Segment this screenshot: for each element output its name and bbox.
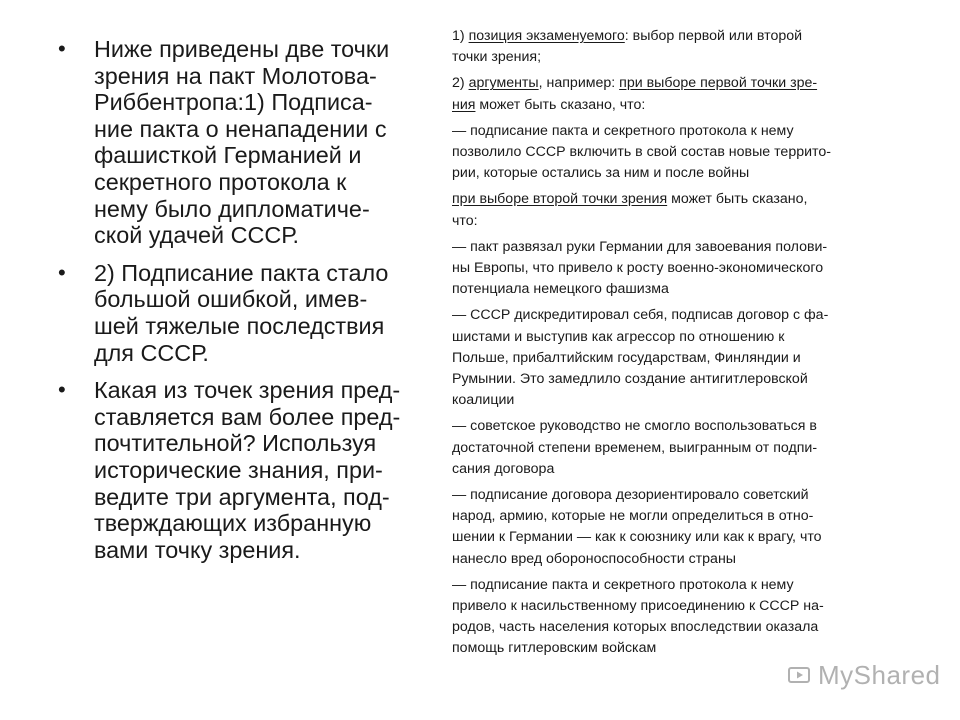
answer-line: помощь гитлеровским войскам bbox=[452, 640, 657, 657]
underlined-term: позиция экзаменуемого bbox=[468, 28, 625, 44]
answer-point-second-view bbox=[452, 189, 922, 231]
answer-line: — советское руководство не смогло воспользоваться в bbox=[452, 418, 817, 435]
answer-line: нанесло вред обороноспособности страны bbox=[452, 550, 736, 567]
answer-line: рии, которые остались за ним и после войны bbox=[452, 165, 750, 182]
slide-bullet-list bbox=[58, 36, 430, 574]
answer-line: шении к Германии — как к союзнику или как к врагу, что bbox=[452, 529, 822, 546]
bullet-text-line: Ниже приведены две точки bbox=[94, 36, 390, 62]
answer-line: точки зрения; bbox=[452, 49, 542, 66]
answer-line: Румынии. Это замедлило создание антигитлеровской bbox=[452, 371, 808, 388]
answer-line bbox=[452, 189, 922, 210]
answer-line: Польше, прибалтийским государствам, Финляндии и bbox=[452, 349, 801, 366]
answer-point-position bbox=[452, 26, 922, 68]
answer-line bbox=[452, 95, 922, 116]
answer-text: может быть сказано, что: bbox=[475, 96, 646, 113]
bullet-text-line: ние пакта о ненападении с bbox=[94, 115, 387, 142]
answer-line: ны Европы, что привело к росту военно-экономического bbox=[452, 260, 824, 277]
underlined-term: при выборе второй точки зрения bbox=[452, 191, 668, 208]
answer-line: — подписание договора дезориентировало советский bbox=[452, 487, 809, 504]
answer-line: — подписание пакта и секретного протокола к нему bbox=[452, 122, 794, 139]
bullet-text-line: тверждающих избранную bbox=[94, 510, 372, 537]
answer-line: потенциала немецкого фашизма bbox=[452, 281, 669, 298]
bullet-text-line: секретного протокола к bbox=[94, 168, 347, 195]
bullet-text-line: исторические знания, при- bbox=[94, 456, 383, 483]
underlined-term: при выборе первой точки зре- bbox=[619, 75, 818, 92]
bullet-text-line: для СССР. bbox=[94, 339, 209, 366]
bullet-marker: • bbox=[58, 259, 66, 285]
answer-line: достаточной степени временем, выигранным от подпи- bbox=[452, 439, 818, 456]
underlined-term: ния bbox=[452, 96, 476, 113]
answer-prefix: 1) bbox=[452, 28, 469, 44]
answer-text: может быть сказано, bbox=[667, 191, 808, 208]
myshared-logo-icon bbox=[786, 662, 812, 688]
bullet-item-second-view bbox=[58, 260, 430, 366]
answer-line: родов, часть населения которых впоследствии оказала bbox=[452, 619, 819, 636]
answer-text: : выбор первой или второй bbox=[624, 28, 803, 44]
answer-line: что: bbox=[452, 212, 478, 229]
bullet-text-line: почтительной? Используя bbox=[94, 430, 377, 457]
answer-line: привело к насильственному присоединению к СССР на- bbox=[452, 598, 824, 615]
bullet-text-line: фашисткой Германией и bbox=[94, 142, 362, 169]
bullet-text-line: большой ошибкой, имев- bbox=[94, 286, 368, 313]
bullet-text-line: Риббентропа:1) Подписа- bbox=[94, 89, 373, 116]
bullet-text-line: ведите три аргумента, под- bbox=[94, 483, 390, 510]
argument-first-view-territories bbox=[452, 121, 922, 185]
argument-forced-annexation bbox=[452, 575, 922, 660]
answer-line bbox=[452, 73, 922, 94]
answer-prefix: 2) bbox=[452, 75, 469, 92]
answer-line bbox=[452, 26, 922, 47]
bullet-marker: • bbox=[58, 377, 66, 403]
answer-line: сания договора bbox=[452, 460, 555, 477]
answer-line: — СССР дискредитировал себя, подписав договор с фа- bbox=[452, 307, 829, 324]
watermark-text: MyShared bbox=[818, 659, 941, 690]
bullet-text-line: ской удачей СССР. bbox=[94, 222, 299, 249]
bullet-text-line: Какая из точек зрения пред- bbox=[94, 377, 401, 404]
answer-line: позволило СССР включить в свой состав новые террито- bbox=[452, 144, 831, 161]
answer-line: народ, армию, которые не могли определиться в отно- bbox=[452, 508, 814, 525]
bullet-item-viewpoints bbox=[58, 36, 430, 249]
argument-germany-freed bbox=[452, 237, 922, 301]
bullet-text-line: нему было дипломатиче- bbox=[94, 195, 370, 222]
answer-key-panel bbox=[452, 26, 922, 665]
bullet-text-line: вами точку зрения. bbox=[94, 536, 301, 563]
bullet-item-question bbox=[58, 377, 430, 563]
answer-line: коалиции bbox=[452, 392, 515, 409]
underlined-term: аргументы bbox=[468, 75, 539, 92]
argument-ussr-discredited bbox=[452, 305, 922, 411]
bullet-text-line: ставляется вам более пред- bbox=[94, 403, 401, 430]
answer-line: — пакт развязал руки Германии для завоевания полови- bbox=[452, 238, 828, 255]
answer-point-arguments bbox=[452, 73, 922, 115]
answer-text: , например: bbox=[538, 75, 620, 92]
answer-line: шистами и выступив как агрессор по отношению к bbox=[452, 328, 785, 345]
bullet-text-line: 2) Подписание пакта стало bbox=[94, 259, 389, 286]
argument-disorientation bbox=[452, 485, 922, 570]
bullet-marker: • bbox=[58, 36, 66, 61]
bullet-text-line: шей тяжелые последствия bbox=[94, 312, 385, 339]
answer-line: — подписание пакта и секретного протокола к нему bbox=[452, 576, 794, 593]
myshared-watermark bbox=[786, 658, 941, 692]
argument-time-wasted bbox=[452, 416, 922, 480]
bullet-text-line: зрения на пакт Молотова- bbox=[94, 62, 377, 89]
